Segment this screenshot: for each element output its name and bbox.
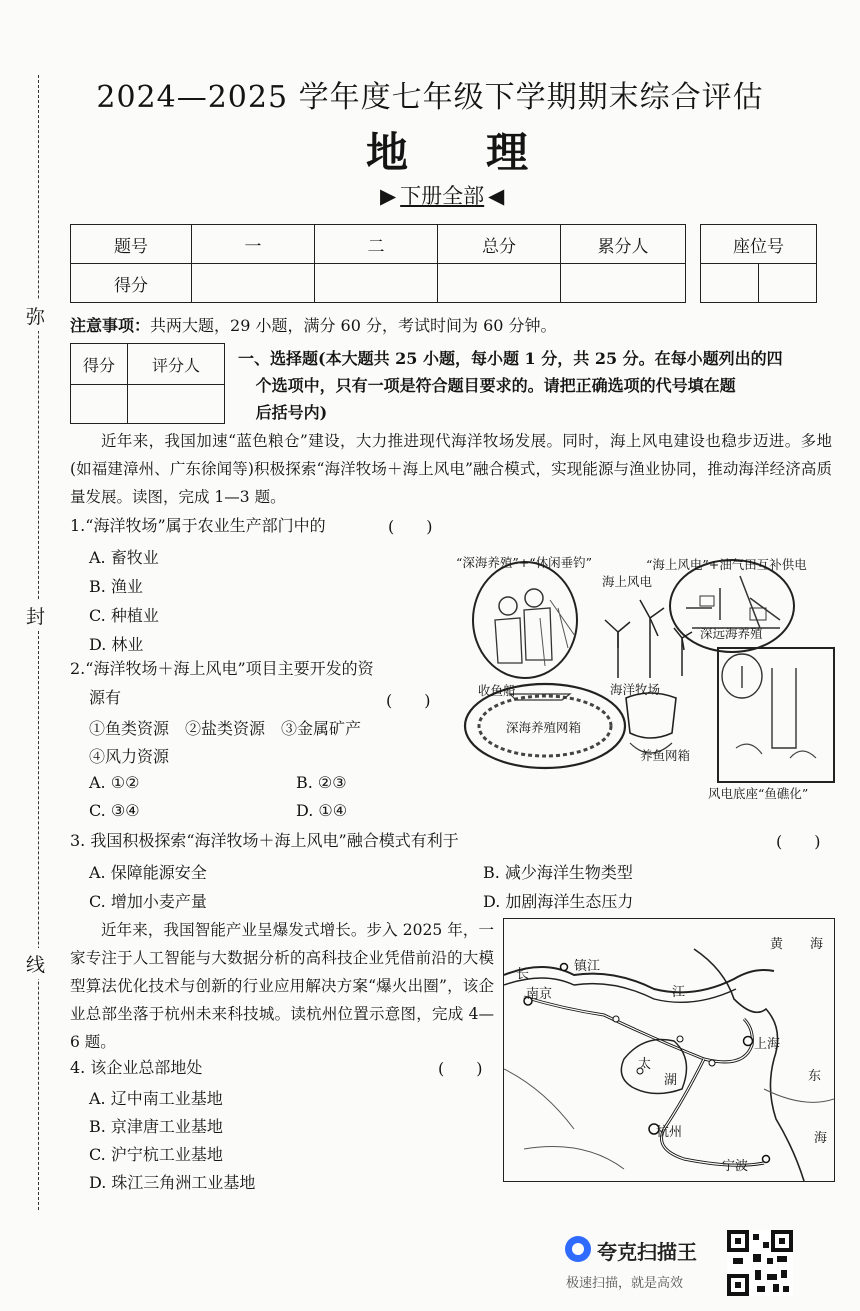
map-label-hai2: 海: [814, 1131, 828, 1146]
fig1-label-boat: 收鱼船: [478, 683, 516, 698]
q4-option-c[interactable]: C. 沪宁杭工业基地: [89, 1145, 223, 1164]
q2-option-d[interactable]: D. ①④: [296, 801, 348, 820]
map-label-jiang: 江: [672, 985, 686, 1000]
q4-option-b[interactable]: B. 京津唐工业基地: [89, 1117, 223, 1136]
map-label-nanjing: 南京: [526, 987, 553, 1002]
section1-header-line1: 一、选择题(本大题共 25 小题，每小题 1 分，共 25 分。在每小题列出的四: [238, 349, 783, 368]
score-header-accumulator: 累分人: [561, 225, 686, 264]
fishing-boat-icon: [510, 694, 570, 700]
map-label-huang: 黄: [770, 937, 784, 952]
question-3-stem: 3. 我国积极探索“海洋牧场＋海上风电”融合模式有利于: [70, 831, 459, 850]
map-label-shanghai: 上海: [754, 1037, 781, 1052]
qr-code-icon: [727, 1230, 793, 1296]
notice: [70, 313, 557, 336]
fisher-head-icon: [499, 597, 517, 615]
wind-turbine-icons: [605, 600, 692, 678]
q1-option-d[interactable]: D. 林业: [89, 635, 144, 654]
score-table: [70, 224, 686, 303]
score-header-part1: 一: [192, 225, 315, 264]
grader-score-label: 得分: [71, 344, 128, 385]
binding-dashed-line: [38, 75, 39, 1210]
q3-option-c[interactable]: C. 增加小麦产量: [89, 892, 207, 911]
city-dot-zhenjiang: [561, 964, 568, 971]
city-dot-ningbo: [763, 1156, 770, 1163]
q2-option-b[interactable]: B. ②③: [296, 773, 347, 792]
score-header-total: 总分: [438, 225, 561, 264]
exam-title: 2024—2025 学年度七年级下学期期末综合评估: [96, 80, 764, 115]
intro-passage-2: 近年来，我国智能产业呈爆发式增长。步入 2025 年，一家专注于人工智能与大数据分析的高科技企业凭借前沿的大模型算法优化技术与创新的行业应用解决方案“爆火出圈”，该企业总部坐落于杭州未来科技城。读杭州位置示意图，完成 4—6 题。: [70, 921, 494, 1051]
hangzhou-location-map: [503, 918, 835, 1182]
fig1-label-wind: 海上风电: [602, 574, 653, 589]
q2-items-line1: ①鱼类资源 ②盐类资源 ③金属矿产: [89, 719, 362, 738]
question-1-stem: 1.“海洋牧场”属于农业生产部门中的: [70, 516, 326, 535]
map-label-chang: 长: [516, 967, 530, 982]
map-label-hu: 湖: [664, 1073, 678, 1088]
fig1-label-deep: 深远海养殖: [700, 626, 763, 641]
margin-char-xian: 线: [26, 948, 45, 979]
scanner-brand-name: 夸克扫描王: [597, 1240, 697, 1264]
map-label-dong: 东: [808, 1069, 822, 1084]
fig1-label-fishing: “深海养殖”+“休闲垂钓”: [456, 555, 593, 570]
notice-label: 注意事项：: [70, 316, 151, 335]
map-label-hangzhou: 杭州: [656, 1125, 683, 1140]
question-2-stem-line2: 源有: [89, 688, 122, 707]
question-2-stem-line1: 2.“海洋牧场＋海上风电”项目主要开发的资: [70, 659, 374, 678]
score-header-number: 题号: [71, 225, 192, 264]
fisher-head-icon-2: [525, 589, 543, 607]
q2-items-line2: ④风力资源: [89, 747, 170, 766]
q3-option-a[interactable]: A. 保障能源安全: [89, 863, 207, 882]
reef-panel: [718, 648, 834, 782]
q4-option-a[interactable]: A. 辽中南工业基地: [89, 1089, 223, 1108]
fig1-label-ranch: 海洋牧场: [610, 682, 661, 697]
seat-table: [700, 224, 817, 303]
ranch-cage-icon: [626, 693, 676, 738]
grader-name-cell[interactable]: [128, 385, 225, 424]
fig1-label-net: 养鱼网箱: [640, 748, 691, 763]
question-4-answer-paren[interactable]: ( ): [438, 1059, 483, 1078]
score-row-label: 得分: [71, 264, 192, 303]
question-3-answer-paren[interactable]: ( ): [776, 832, 821, 851]
scope-text: 下册全部: [400, 184, 485, 208]
fig1-label-power: “海上风电”+油气田互补供电: [646, 557, 807, 572]
seat-cell-2[interactable]: [759, 264, 817, 303]
score-header-part2: 二: [315, 225, 438, 264]
q1-option-b[interactable]: B. 渔业: [89, 577, 143, 596]
grader-table: [70, 343, 225, 424]
ocean-ranch-figure: [450, 548, 840, 800]
grader-score-cell[interactable]: [71, 385, 128, 424]
scanner-brand-slogan: 极速扫描，就是高效: [566, 1276, 684, 1291]
score-cell-2[interactable]: [315, 264, 438, 303]
q3-option-b[interactable]: B. 减少海洋生物类型: [483, 863, 633, 882]
q3-option-d[interactable]: D. 加剧海洋生态压力: [483, 892, 634, 911]
score-cell-1[interactable]: [192, 264, 315, 303]
seat-label: 座位号: [701, 225, 817, 264]
q1-option-c[interactable]: C. 种植业: [89, 606, 159, 625]
fig1-label-reef: 风电底座“鱼礁化”: [708, 786, 809, 801]
margin-char-feng: 封: [26, 600, 45, 631]
section1-header: [238, 345, 838, 426]
question-2-answer-paren[interactable]: ( ): [386, 691, 431, 710]
map-label-ningbo: 宁波: [722, 1159, 749, 1174]
subject-char-2: 理: [486, 128, 529, 177]
q4-option-d[interactable]: D. 珠江三角洲工业基地: [89, 1173, 256, 1192]
intro-passage-1: 近年来，我国加速“蓝色粮仓”建设，大力推进现代海洋牧场发展。同时，海上风电建设也稳步迈进。多地(如福建漳州、广东徐闻等)积极探索“海洋牧场＋海上风电”融合模式，实现能源与渔业协同，推动海洋经济高质量发展。读图，完成 1—3 题。: [70, 432, 832, 506]
question-4-stem: 4. 该企业总部地处: [70, 1058, 203, 1077]
grader-name-label: 评分人: [128, 344, 225, 385]
seat-cell-1[interactable]: [701, 264, 759, 303]
q1-option-a[interactable]: A. 畜牧业: [89, 548, 159, 567]
notice-text: 共两大题，29 小题，满分 60 分，考试时间为 60 分钟。: [150, 316, 557, 335]
question-1-answer-paren[interactable]: ( ): [388, 517, 433, 536]
q2-option-a[interactable]: A. ①②: [89, 773, 140, 792]
section1-header-line2: 个选项中，只有一项是符合题目要求的。请把正确选项的代号填在题: [255, 376, 736, 395]
section1-header-line3: 后括号内): [255, 403, 328, 422]
map-label-hai: 海: [810, 937, 824, 952]
margin-char-mi: 弥: [26, 300, 45, 331]
subject-title: [366, 120, 528, 180]
city-dot-shanghai: [744, 1037, 753, 1046]
map-drawing: [504, 919, 834, 1181]
subject-char-1: 地: [366, 128, 409, 177]
scanner-logo-icon: [565, 1236, 591, 1262]
score-cell-accumulator[interactable]: [561, 264, 686, 303]
map-label-zhenjiang: 镇江: [574, 959, 601, 974]
score-cell-total[interactable]: [438, 264, 561, 303]
map-label-tai: 太: [638, 1057, 652, 1072]
fig1-label-cage: 深海养殖网箱: [506, 720, 582, 735]
scope-label: ▶ 下册全部 ◀: [380, 184, 505, 208]
q2-option-c[interactable]: C. ③④: [89, 801, 140, 820]
